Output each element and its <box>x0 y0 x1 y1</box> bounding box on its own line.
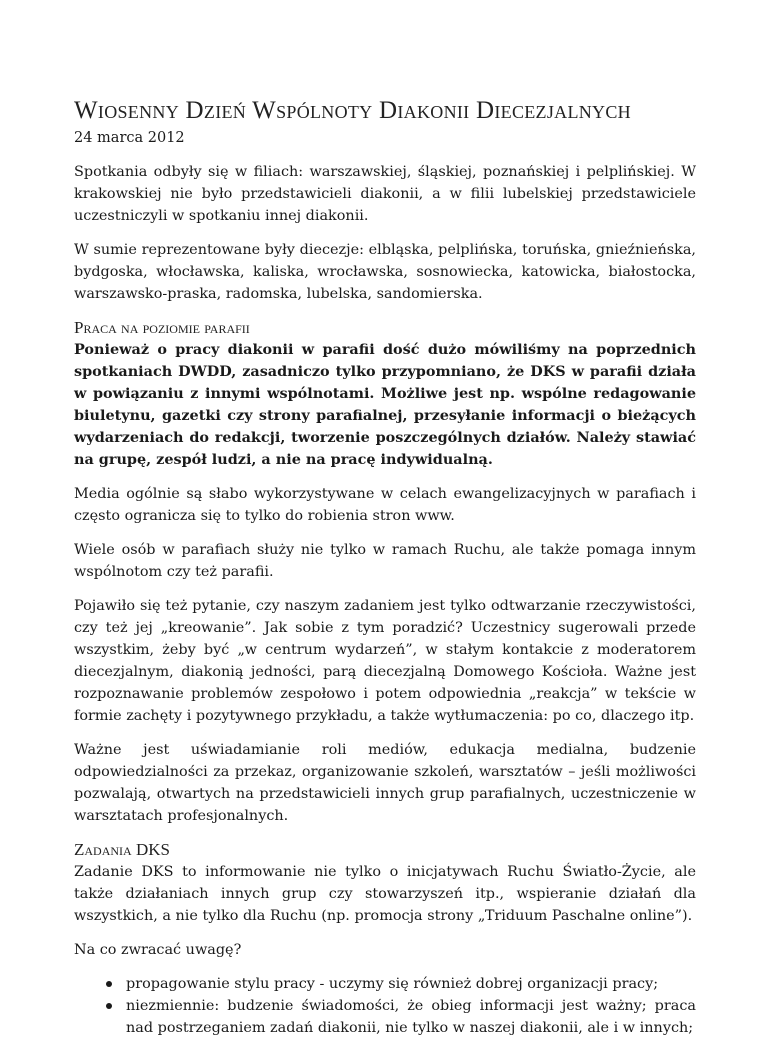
intro-paragraph: W sumie reprezentowane były diecezje: elbląska, pelplińska, toruńska, gnieźnieńska, bydgoska, włocławska, kaliska, wrocławska, sosnowiecka, katowicka, białostocka, warszawsko-praska, radomska, lubelska, sandomierska. <box>74 242 696 302</box>
bullet-icon <box>106 1003 112 1009</box>
section-paragraph: Zadanie DKS to informowanie nie tylko o inicjatywach Ruchu Światło-Życie, ale także działaniach innych grup czy stowarzyszeń itp., wspieranie działań dla wszystkich, a nie tylko dla Ruchu (np. promocja strony „Triduum Paschalne online”). <box>74 864 696 924</box>
intro-paragraph: Spotkania odbyły się w filiach: warszawskiej, śląskiej, poznańskiej i pelplińskiej. W krakowskiej nie było przedstawicieli diakonii, a w filii lubelskiej przedstawiciele uczestniczyli w spotkaniu innej diakonii. <box>74 164 696 224</box>
list-item <box>106 973 696 995</box>
section-paragraph: Ponieważ o pracy diakonii w parafii dość dużo mówiliśmy na poprzednich spotkaniach DWDD, zasadniczo tylko przypomniano, że DKS w parafii działa w powiązaniu z innymi wspólnotami. Możliwe jest np. wspólne redagowanie biuletynu, gazetki czy strony parafialnej, przesyłanie informacji o bieżących wydarzeniach do redakcji, tworzenie poszczególnych działów. Należy stawiać na grupę, zespół ludzi, a nie na pracę indywidualną. <box>74 341 696 468</box>
list-item-text: propagowanie stylu pracy - uczymy się również dobrej organizacji pracy; <box>126 976 659 992</box>
document-title: Wiosenny Dzień Wspólnoty Diakonii Diecezjalnych <box>74 97 631 124</box>
list-item <box>106 995 696 1039</box>
section-paragraph: Media ogólnie są słabo wykorzystywane w celach ewangelizacyjnych w parafiach i często ogranicza się to tylko do robienia stron www. <box>74 486 696 524</box>
bullet-list <box>74 973 696 1039</box>
section-question: Na co zwracać uwagę? <box>74 942 242 958</box>
list-item-text: niezmiennie: budzenie świadomości, że obieg informacji jest ważny; praca nad postrzeganiem zadań diakonii, nie tylko w naszej diakonii, ale i w innych; <box>126 998 696 1036</box>
section-heading: Praca na poziomie parafii <box>74 318 250 337</box>
document-date: 24 marca 2012 <box>74 130 185 146</box>
section-paragraph: Wiele osób w parafiach służy nie tylko w ramach Ruchu, ale także pomaga innym wspólnotom czy też parafii. <box>74 542 696 580</box>
section-heading: Zadania DKS <box>74 840 170 859</box>
section-paragraph: Pojawiło się też pytanie, czy naszym zadaniem jest tylko odtwarzanie rzeczywistości, czy też jej „kreowanie”. Jak sobie z tym poradzić? Uczestnicy sugerowali przede wszystkim, żeby być „w centrum wydarzeń”, w stałym kontakcie z moderatorem diecezjalnym, diakonią jedności, parą diecezjalną Domowego Kościoła. Ważne jest rozpoznawanie problemów zespołowo i potem odpowiednia „reakcja” w tekście w formie zachęty i pozytywnego przykładu, a także wytłumaczenia: po co, dlaczego itp. <box>74 598 696 724</box>
section-paragraph: Ważne jest uświadamianie roli mediów, edukacja medialna, budzenie odpowiedzialności za przekaz, organizowanie szkoleń, warsztatów – jeśli możliwości pozwalają, otwartych na przedstawicieli innych grup parafialnych, uczestniczenie w warsztatach profesjonalnych. <box>74 742 696 824</box>
bullet-icon <box>106 981 112 987</box>
